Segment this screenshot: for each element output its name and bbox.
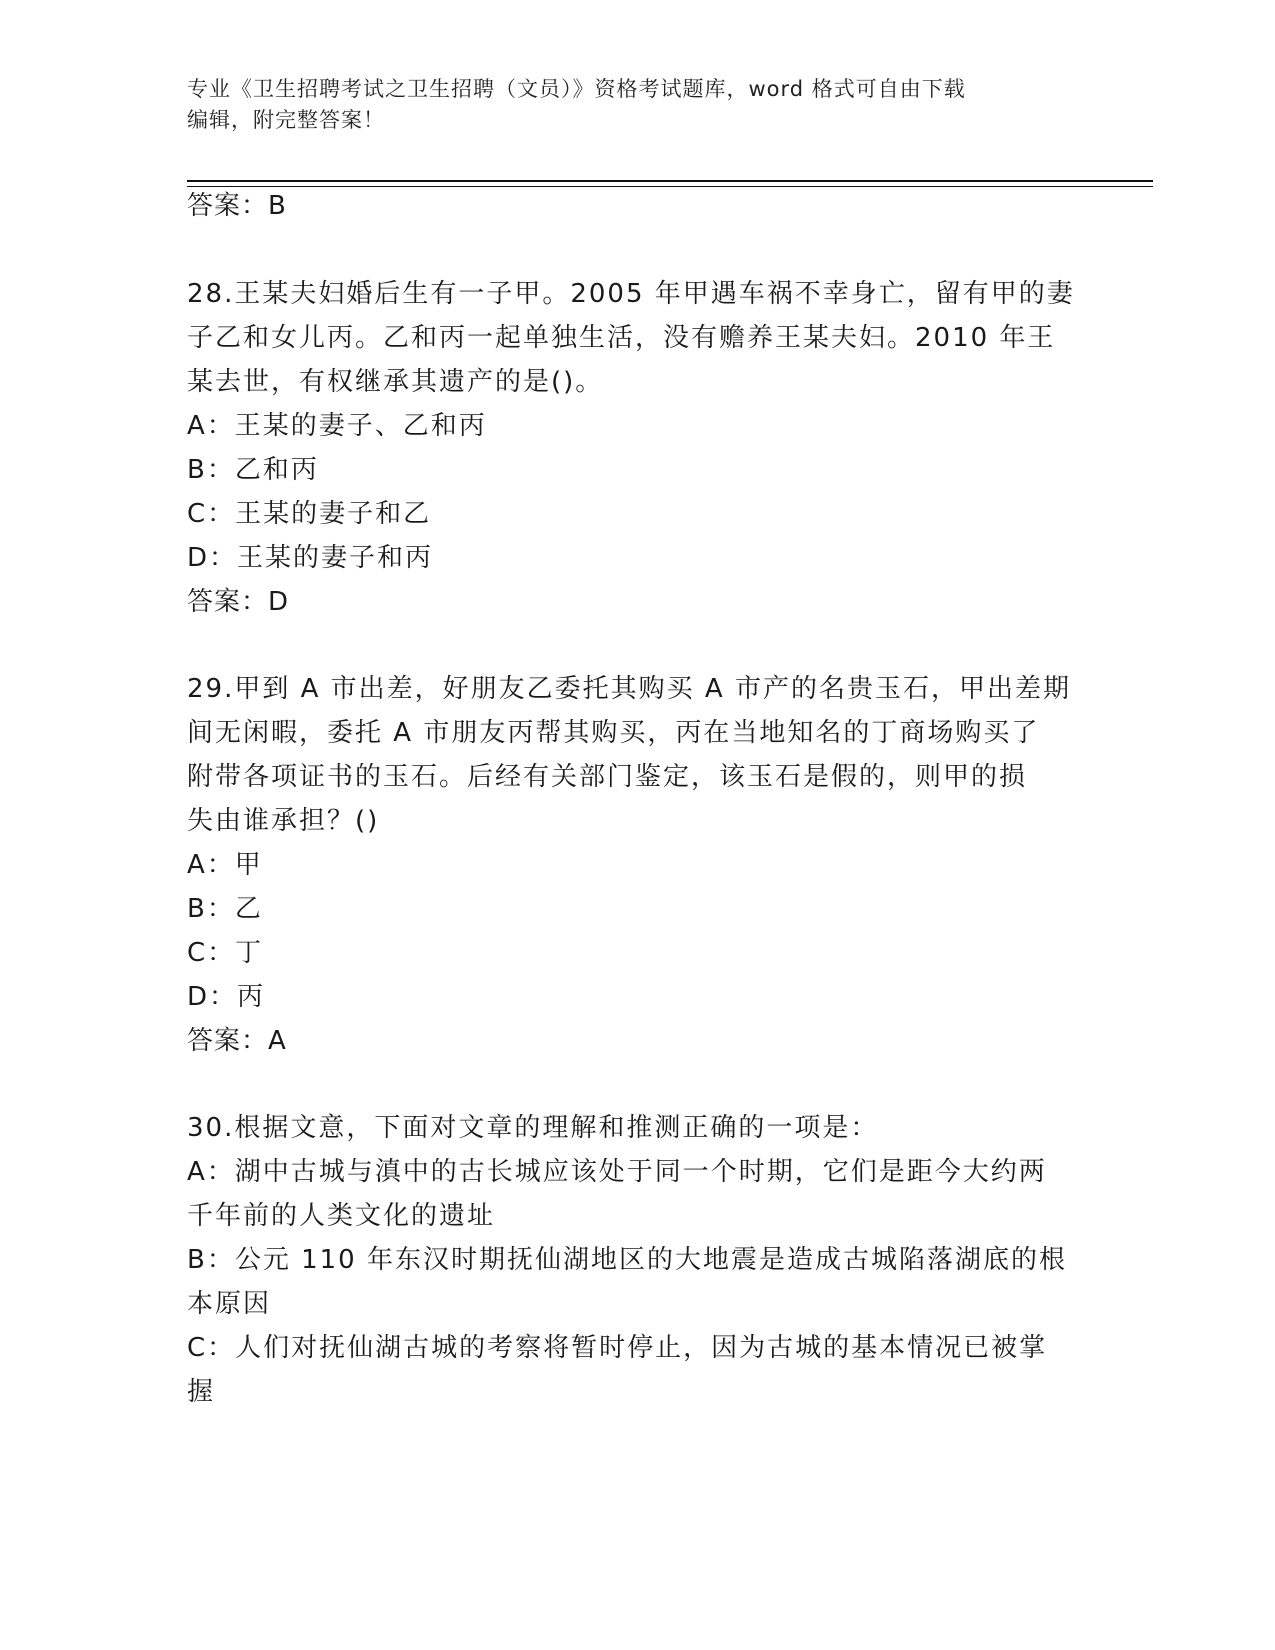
header-rule-thick [187, 180, 1153, 182]
q28-option-a: A：王某的妻子、乙和丙 [187, 411, 487, 441]
q28-stem-line-2: 子乙和女儿丙。乙和丙一起单独生活，没有赡养王某夫妇。2010 年王 [187, 323, 1056, 353]
q30-option-c-line-2: 握 [187, 1377, 216, 1407]
q30-option-a-line-2: 千年前的人类文化的遗址 [187, 1201, 496, 1231]
q28-option-b: B：乙和丙 [187, 455, 319, 485]
q29-option-d: D：丙 [187, 982, 266, 1012]
q29-stem-line-4: 失由谁承担？() [187, 806, 380, 836]
q28-answer: 答案：D [187, 587, 290, 617]
q28-option-c: C：王某的妻子和乙 [187, 499, 432, 529]
q30-option-b-line-1: B：公元 110 年东汉时期抚仙湖地区的大地震是造成古城陷落湖底的根 [187, 1245, 1067, 1275]
q29-option-b: B：乙 [187, 894, 263, 924]
q30-option-b-line-2: 本原因 [187, 1289, 272, 1319]
q28-stem-line-1: 28.王某夫妇婚后生有一子甲。2005 年甲遇车祸不幸身亡，留有甲的妻 [187, 279, 1075, 309]
q30-option-a-line-1: A：湖中古城与滇中的古长城应该处于同一个时期，它们是距今大约两 [187, 1157, 1047, 1187]
q29-stem-line-1: 29.甲到 A 市出差，好朋友乙委托其购买 A 市产的名贵玉石，甲出差期 [187, 674, 1071, 704]
q29-stem-line-3: 附带各项证书的玉石。后经有关部门鉴定，该玉石是假的，则甲的损 [187, 762, 1028, 792]
q30-stem-line-1: 30.根据文意，下面对文章的理解和推测正确的一项是： [187, 1113, 879, 1143]
header-line-1: 专业《卫生招聘考试之卫生招聘（文员）》资格考试题库，word 格式可自由下载 [187, 77, 966, 101]
q28-stem-line-3: 某去世，有权继承其遗产的是()。 [187, 367, 604, 397]
header-line-2: 编辑，附完整答案！ [187, 108, 385, 132]
q29-stem-line-2: 间无闲暇，委托 A 市朋友丙帮其购买，丙在当地知名的丁商场购买了 [187, 718, 1040, 748]
q29-answer: 答案：A [187, 1026, 287, 1056]
q29-option-a: A：甲 [187, 850, 263, 880]
q30-option-c-line-1: C：人们对抚仙湖古城的考察将暂时停止，因为古城的基本情况已被掌 [187, 1333, 1048, 1363]
document-header [187, 74, 1067, 136]
q29-option-c: C：丁 [187, 938, 264, 968]
q28-option-d: D：王某的妻子和丙 [187, 543, 434, 573]
answer-prev: 答案：B [187, 191, 287, 221]
header-rule-thin [187, 186, 1153, 187]
